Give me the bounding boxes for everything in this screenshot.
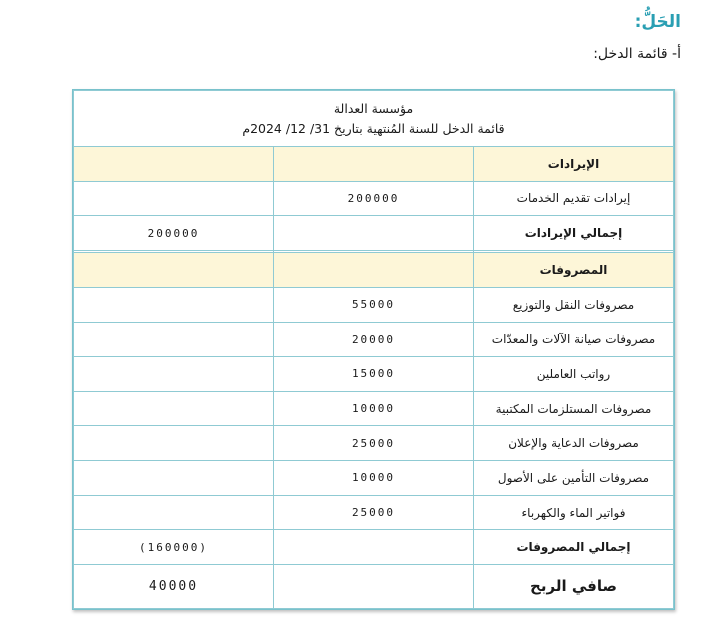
expense-item-amount: 25000	[274, 426, 474, 461]
table-row	[74, 181, 674, 216]
statement-title: قائمة الدخل للسنة المُنتهية بتاريخ 31/ 12/ 2024م	[242, 120, 505, 136]
expense-item-label: مصروفات الدعاية والإعلان	[474, 426, 674, 461]
expense-item-amount: 25000	[274, 495, 474, 530]
table-row	[74, 426, 674, 461]
net-profit-row	[74, 564, 674, 608]
revenue-item-amount: 200000	[274, 181, 474, 216]
total-revenues-row	[74, 216, 674, 251]
expense-item-label: فواتير الماء والكهرباء	[474, 495, 674, 530]
total-expenses-label: إجمالي المصروفات	[474, 530, 674, 565]
company-name: مؤسسة العدالة	[333, 100, 414, 116]
expenses-heading: المصروفات	[474, 253, 674, 288]
expense-item-amount: 10000	[274, 461, 474, 496]
table-row	[74, 322, 674, 357]
table-row	[74, 391, 674, 426]
expense-item-label: مصروفات صيانة الآلات والمعدّات	[474, 322, 674, 357]
total-revenues-amount: 200000	[74, 216, 274, 251]
expense-item-label: مصروفات النقل والتوزيع	[474, 287, 674, 322]
expense-item-label: مصروفات التأمين على الأصول	[474, 461, 674, 496]
table-row	[74, 461, 674, 496]
statement-title-cell	[74, 91, 674, 147]
expense-item-amount: 15000	[274, 357, 474, 392]
solution-heading: الحَلُّ:	[634, 12, 681, 32]
table-row	[74, 357, 674, 392]
total-expenses-amount: (160000)	[74, 530, 274, 565]
expense-item-label: مصروفات المستلزمات المكتبية	[474, 391, 674, 426]
statement-title-row	[74, 91, 674, 147]
net-profit-amount: 40000	[74, 564, 274, 608]
expenses-heading-row	[74, 253, 674, 288]
statement-grid	[73, 90, 674, 609]
income-statement-table	[72, 89, 675, 610]
expense-item-amount: 55000	[274, 287, 474, 322]
total-revenues-label: إجمالي الإيرادات	[474, 216, 674, 251]
expense-item-amount: 10000	[274, 391, 474, 426]
total-expenses-row	[74, 530, 674, 565]
table-row	[74, 287, 674, 322]
expense-item-amount: 20000	[274, 322, 474, 357]
revenues-heading-row	[74, 147, 674, 182]
net-profit-label: صافي الربح	[474, 564, 674, 608]
table-row	[74, 495, 674, 530]
income-statement-subheading: أ- قائمة الدخل:	[593, 46, 681, 62]
revenue-item-label: إيرادات تقديم الخدمات	[474, 181, 674, 216]
expense-item-label: رواتب العاملين	[474, 357, 674, 392]
revenues-heading: الإيرادات	[474, 147, 674, 182]
